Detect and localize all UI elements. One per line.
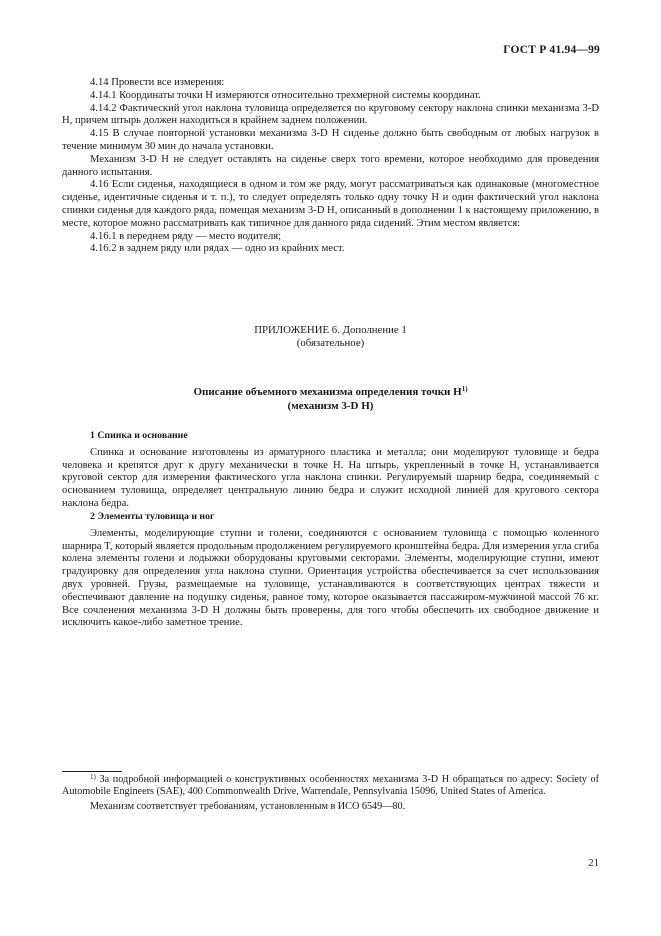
appendix-status: (обязательное) (296, 337, 365, 349)
footnote-1-text: За подробной информацией о конструктивных особенностях механизма 3-D H обращаться по адресу: Society of Automobile Engineers (SAE), 400 Commonwealth Drive, Warrendale, Pennsylvania 15096, United States of America. (62, 774, 599, 798)
clause-4-16-1: 4.16.1 в переднем ряду — место водителя; (90, 230, 282, 242)
section-1 (62, 430, 599, 511)
clause-4-14-2: 4.14.2 Фактический угол наклона туловища определяется по круговому сектору наклона спинки механизма 3-D H, причем штырь должен находиться в крайнем заднем положении. (62, 102, 599, 127)
footnote-1 (62, 774, 599, 799)
title-line-1 (62, 386, 599, 400)
clause-4-15-note: Механизм 3-D H не следует оставлять на сиденье сверх того времени, которое необходимо для проведения данного испытания. (62, 153, 599, 178)
page-number: 21 (588, 857, 599, 869)
section-2 (62, 511, 599, 630)
section-title (62, 386, 599, 413)
appendix-heading (62, 324, 599, 350)
section-1-text: Спинка и основание изготовлены из арматурного пластика и металла; они моделируют туловище и бедра человека и крепятся друг к другу механически в точке H. На штырь, укрепленный в точке H, устанавливается круговой сектор для измерения фактического угла наклона спинки. Регулируемый шарнир бедра, соединяемый с основанием туловища, определяет центральную линию бедра и служит исходной линией для кругового сектора наклона бедра. (62, 446, 599, 509)
section-2-heading: 2 Элементы туловища и ног (90, 511, 215, 522)
section-1-heading: 1 Спинка и основание (90, 430, 188, 441)
footnote-divider (62, 771, 122, 772)
title-line-2: (механизм 3-D H) (287, 399, 374, 412)
footnotes (62, 774, 599, 813)
clause-4-14: 4.14 Провести все измерения: (90, 77, 225, 88)
clause-4-16: 4.16 Если сиденья, находящиеся в одном и том же ряду, могут рассматриваться как одинаковые (многоместное сиденье, идентичные сиденья и т. п.), то следует определять только одну точку H и один фактический угол наклона спинки сиденья для каждого ряда, помещая механизм 3-D H, описанный в дополнении 1 к настоящему приложению, в месте, которое можно рассматривать как типичное для данного ряда сидений. Этим местом является: (62, 179, 599, 229)
clause-4-16-2: 4.16.2 в заднем ряду или рядах — одно из крайних мест. (90, 243, 345, 255)
clause-4-15: 4.15 В случае повторной установки механизма 3-D H сиденье должно быть свободным от любых нагрузок в течение минимум 30 мин до начала установки. (62, 128, 599, 152)
appendix-label: ПРИЛОЖЕНИЕ 6. Дополнение 1 (254, 324, 407, 336)
section-2-text: Элементы, моделирующие ступни и голени, соединяются с основанием туловища с помощью коленного шарнира T, который является продольным продолжением регулируемого кронштейна бедра. Для измерения угла сгиба колена элементы голени и лодыжки оборудованы круговыми секторами. Элементы, моделирующие ступни, имеют градуировку для определения угла наклона ступни. Ориентация устройства обеспечивается за счет использования двух уровней. Грузы, размещаемые на туловище, устанавливаются в соответствующих центрах тяжести и обеспечивают давление на подушку сиденья, равное тому, которое оказывается пассажиром-мужчиной массой 76 кг. Все сочленения механизма 3-D H должны быть проверены, для того чтобы обеспечить их свободное движение и исключить какое-либо заметное трение. (62, 527, 599, 629)
title-line-1-text: Описание объемного механизма определения точки H (193, 386, 462, 398)
footnote-1-marker: 1) (90, 773, 96, 781)
clause-4-14-1: 4.14.1 Координаты точки H измеряются относительно трехмерной системы координат. (90, 89, 481, 101)
footnote-2: Механизм соответствует требованиям, установленным в ИСО 6549—80. (90, 800, 406, 812)
measurement-clauses (62, 77, 599, 256)
document-number-header: ГОСТ Р 41.94—99 (503, 44, 600, 56)
title-footnote-marker: 1) (461, 385, 468, 393)
